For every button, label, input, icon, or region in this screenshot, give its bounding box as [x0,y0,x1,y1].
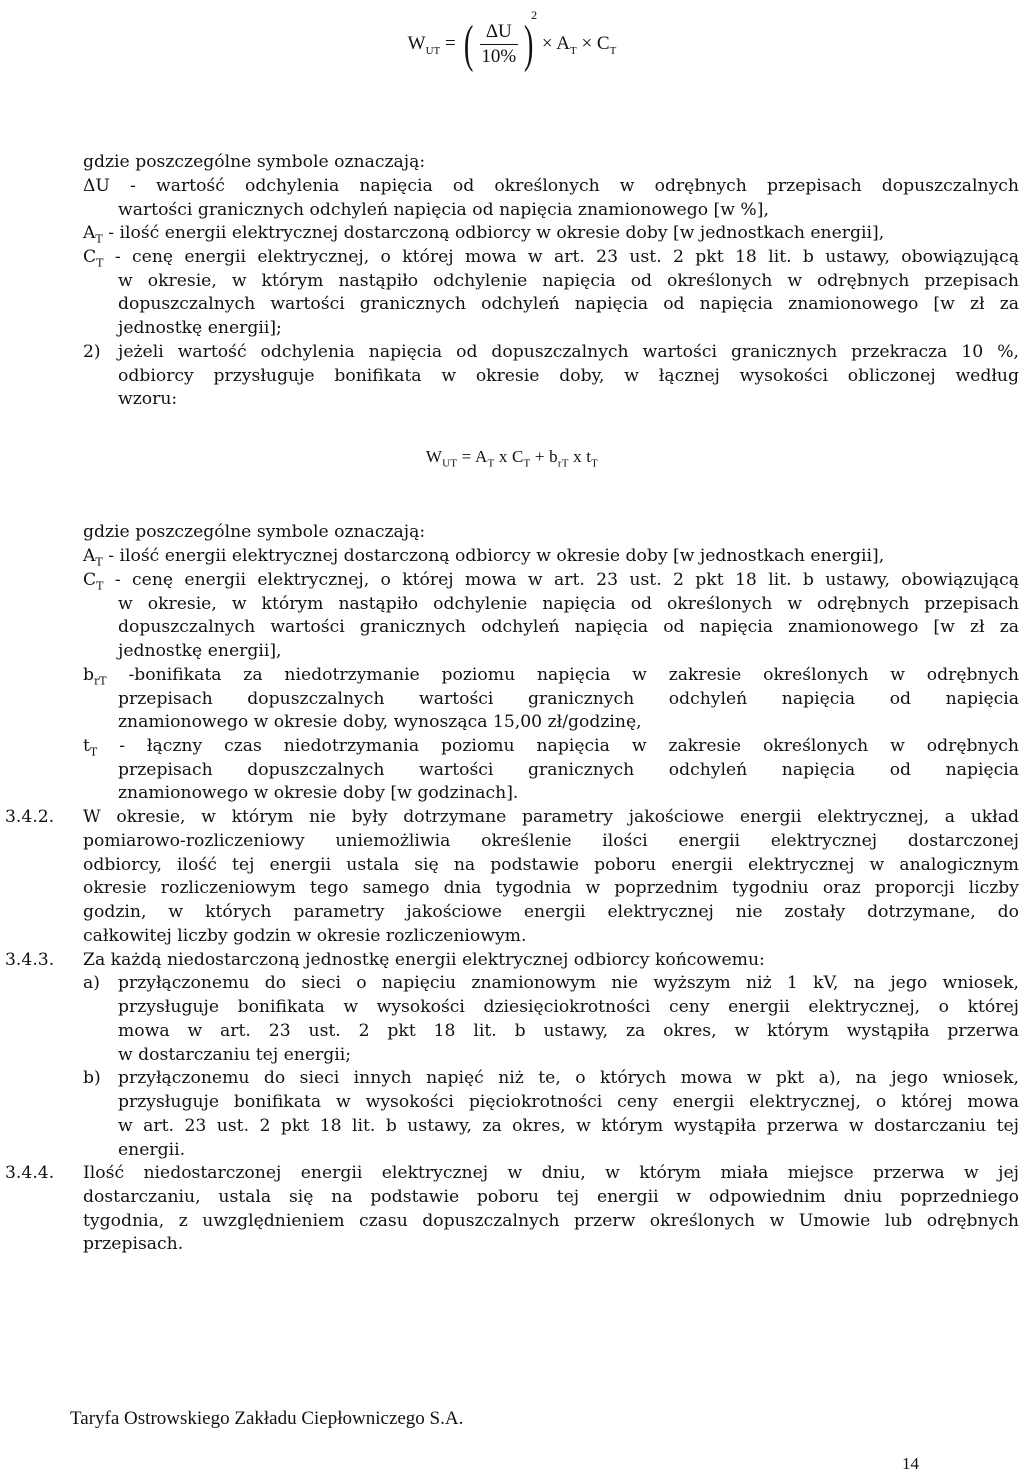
p344-line3: tygodnia, z uwzględnieniem czasu dopuszczalnych przerw określonych w Umowie lub odrębnych [83,1211,1019,1231]
p342-line2: pomiarowo-rozliczeniowy uniemożliwia określenie ilości energii elektrycznej dostarczonej [83,831,1019,851]
at2-symbol: $A_T$ [83,546,103,569]
p344-line4: przepisach. [83,1234,184,1254]
ct-definition-line4: jednostkę energii]; [118,318,282,338]
tt-symbol: $t_T$ [83,736,98,759]
p343-a-line3: mowa w art. 23 ust. 2 pkt 18 lit. b ustawy, za okres, w którym wystąpiła przerwa [118,1021,1019,1041]
ct2-symbol: $C_T$ [83,570,104,593]
tt-definition-line3: znamionowego w okresie doby [w godzinach]. [118,783,519,803]
item2-line3: wzoru: [118,389,178,409]
p343-a-line2: przysługuje bonifikata w wysokości dziesięciokrotności ceny energii elektrycznej, o której [118,997,1019,1017]
formula-rhs-a: × $A_T$ [541,33,577,57]
p343-a-line1: przyłączonemu do sieci o napięciu znamionowym nie wyższym niż 1 kV, na jego wniosek, [118,973,1019,993]
p343-a-line4: w dostarczaniu tej energii; [118,1045,352,1065]
section1-intro: gdzie poszczególne symbole oznaczają: [83,152,426,172]
p343-b-line3: w art. 23 ust. 2 pkt 18 lit. b ustawy, za okres, w którym wystąpiła przerwa w dostarczaniu tej [118,1116,1019,1136]
p344-number: 3.4.4. [5,1163,55,1183]
p343-intro: Za każdą niedostarczoną jednostkę energii elektrycznej odbiorcy końcowemu: [83,950,765,970]
ct-definition-line2: w okresie, w którym nastąpiło odchylenie napięcia od określonych w odrębnych przepisach [118,271,1019,291]
ct-definition-line1: $C_T$ - cenę energii elektrycznej, o której mowa w art. 23 ust. 2 pkt 18 lit. b ustawy, obowiązującą [83,247,1019,270]
at2-definition: $A_T$ - ilość energii elektrycznej dostarczoną odbiorcy w okresie doby [w jednostkach energii], [83,546,885,569]
p342-line1: W okresie, w którym nie były dotrzymane parametry jakościowe energii elektrycznej, a układ [83,807,1019,827]
du-definition-line2: wartości granicznych odchyleń napięcia od napięcia znamionowego [w %], [118,200,769,220]
ct2-definition-line2: w okresie, w którym nastąpiło odchylenie napięcia od określonych w odrębnych przepisach [118,594,1019,614]
p342-line4: okresie rozliczeniowym tego samego dnia tygodnia w poprzednim tygodniu oraz proporcji liczby [83,878,1019,898]
p342-line6: całkowitej liczby godzin w okresie rozliczeniowym. [83,926,527,946]
formula-eq: = [445,33,456,54]
section2-intro: gdzie poszczególne symbole oznaczają: [83,522,426,542]
brt-definition-line2: przepisach dopuszczalnych wartości granicznych odchyleń napięcia od napięcia [118,689,1019,709]
ct-definition-line3: dopuszczalnych wartości granicznych odchyleń napięcia od napięcia znamionowego [w zł za [118,294,1019,314]
p343-b-label: b) [83,1068,101,1088]
item2-line1: jeżeli wartość odchylenia napięcia od dopuszczalnych wartości granicznych przekracza 10 %, [118,342,1019,362]
ct2-definition-line4: jednostkę energii], [118,641,282,661]
ct2-definition-line3: dopuszczalnych wartości granicznych odchyleń napięcia od napięcia znamionowego [w zł za [118,617,1019,637]
p344-line1: Ilość niedostarczonej energii elektrycznej w dniu, w którym miała miejsce przerwa w jej [83,1163,1019,1183]
p344-line2: dostarczaniu, ustala się na podstawie poboru tej energii w odpowiednim dniu poprzedniego [83,1187,1019,1207]
formula-lhs: $W_{UT}$ [407,33,441,57]
ct-symbol: $C_T$ [83,247,104,270]
p343-b-line2: przysługuje bonifikata w wysokości pięciokrotności ceny energii elektrycznej, o której mowa [118,1092,1019,1112]
formula-rhs-c: × $C_T$ [581,33,617,57]
ct2-definition-line1: $C_T$ - cenę energii elektrycznej, o której mowa w art. 23 ust. 2 pkt 18 lit. b ustawy, obowiązującą [83,570,1019,593]
footer-title: Taryfa Ostrowskiego Zakładu Ciepłowniczego S.A. [70,1408,464,1429]
formula-power: 2 [531,8,538,22]
du-symbol: ΔU [83,176,110,196]
formula-bonus-voltage-deviation: $W_{UT}$ = ( $\frac{\Delta U}{10\%}$ )$^2 \times A_T \times C_T$ [407,8,617,73]
formula-fraction: $\frac{\Delta U}{10\%}$ [481,21,517,68]
p343-b-line1: przyłączonemu do sieci innych napięć niż te, o których mowa w pkt a), na jego wniosek, [118,1068,1019,1088]
formula-bonus-over-10-percent: $W_{UT} = A_T$ x $C_T + b_{rT}$ x $t_T$ [425,447,599,470]
p342-number: 3.4.2. [5,807,55,827]
tt-definition-line2: przepisach dopuszczalnych wartości granicznych odchyleń napięcia od napięcia [118,760,1019,780]
brt-definition-line3: znamionowego w okresie doby, wynosząca 15,00 zł/godzinę, [118,712,642,732]
item2-label: 2) [83,342,101,362]
du-definition-line1: ΔU - wartość odchylenia napięcia od określonych w odrębnych przepisach dopuszczalnych [83,176,1020,196]
brt-symbol: $b_{rT}$ [83,665,107,688]
p342-line5: godzin, w których parametry jakościowe energii elektrycznej nie zostały dotrzymane, do [83,902,1019,922]
brt-definition-line1: $b_{rT}$ -bonifikata za niedotrzymanie poziomu napięcia w zakresie określonych w odrębnych [83,665,1020,688]
item2-line2: odbiorcy przysługuje bonifikata w okresie doby, w łącznej wysokości obliczonej według [118,366,1019,386]
tt-definition-line1: $t_T$ - łączny czas niedotrzymania poziomu napięcia w zakresie określonych w odrębnych [83,736,1019,759]
p343-a-label: a) [83,973,100,993]
at-symbol: $A_T$ [83,223,103,246]
at-definition: $A_T$ - ilość energii elektrycznej dostarczoną odbiorcy w okresie doby [w jednostkach energii], [83,223,885,246]
p343-b-line4: energii. [118,1140,186,1160]
p342-line3: odbiorcy, ilość tej energii ustala się na podstawie poboru energii elektrycznej w analogicznym [83,855,1019,875]
page-number: 14 [902,1454,919,1473]
p343-number: 3.4.3. [5,950,55,970]
